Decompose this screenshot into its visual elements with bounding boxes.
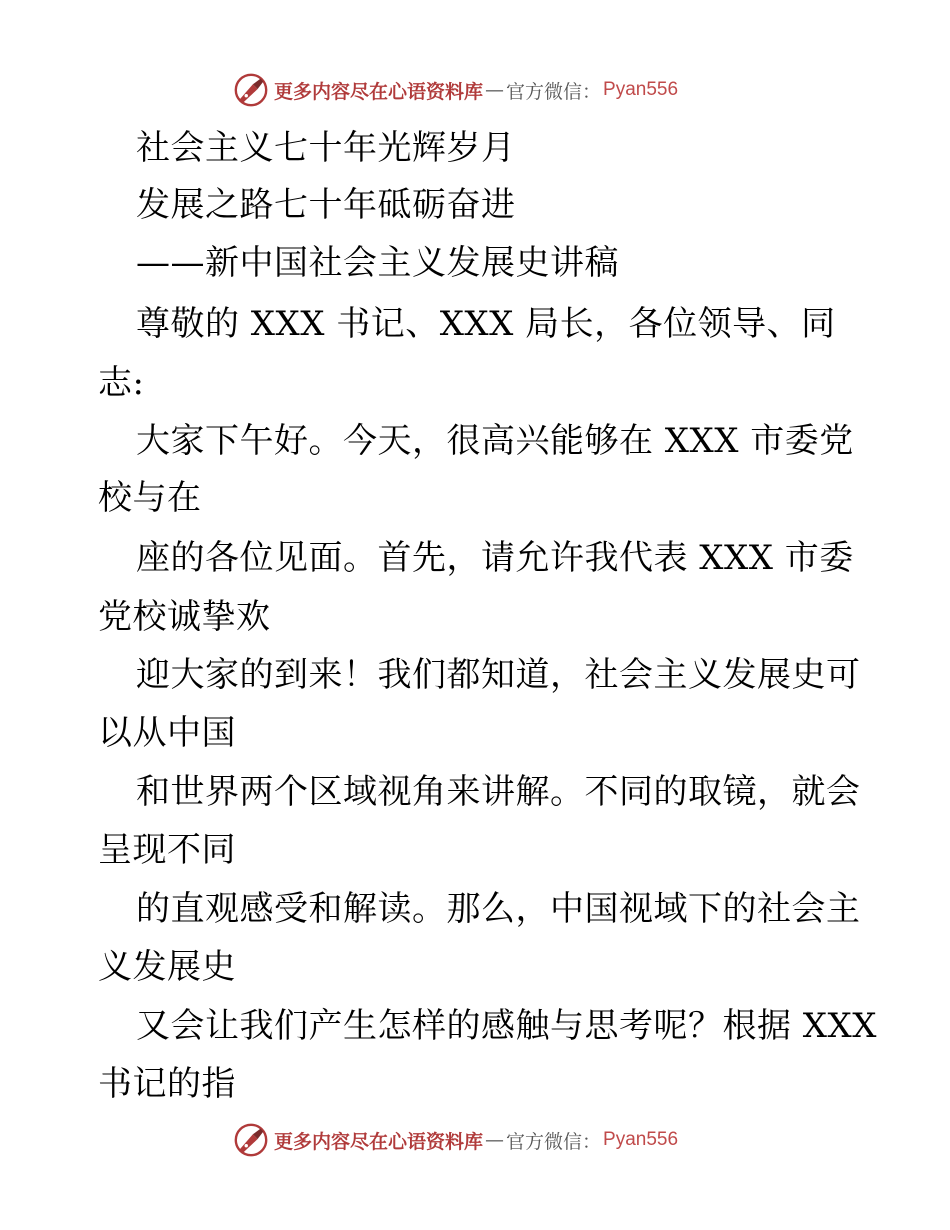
paragraph-line: 以从中国 <box>98 713 236 753</box>
header-watermark <box>232 70 678 110</box>
subtitle-line: ——新中国社会主义发展史讲稿 <box>136 243 619 283</box>
watermark-site-text: 更多内容尽在心语资料库 <box>274 80 484 103</box>
paragraph-line: 迎大家的到来！我们都知道，社会主义发展史可 <box>136 655 861 695</box>
watermark-wechat-id: Pyan556 <box>603 79 679 100</box>
paragraph-line: 的直观感受和解读。那么，中国视域下的社会主 <box>136 889 861 929</box>
watermark-wechat-label: 官方微信： <box>506 80 602 103</box>
watermark-wechat-label: 官方微信： <box>506 1130 602 1153</box>
title-line-2: 发展之路七十年砥砺奋进 <box>136 185 516 225</box>
paragraph-line: 尊敬的 XXX 书记、XXX 局长，各位领导、同 <box>136 304 836 344</box>
paragraph-line: 志: <box>98 363 145 403</box>
paragraph-line: 呈现不同 <box>98 830 236 870</box>
paragraph-line: 又会让我们产生怎样的感触与思考呢？根据 XXX <box>136 1006 877 1046</box>
watermark-separator: — <box>485 1129 505 1151</box>
paragraph-line: 校与在 <box>98 478 202 518</box>
pen-logo-icon <box>232 1121 270 1159</box>
paragraph-line: 座的各位见面。首先，请允许我代表 XXX 市委 <box>136 538 854 578</box>
pen-logo-icon <box>232 71 270 109</box>
footer-watermark <box>232 1120 678 1160</box>
paragraph-line: 义发展史 <box>98 947 236 987</box>
paragraph-line: 书记的指 <box>98 1064 236 1104</box>
paragraph-line: 和世界两个区域视角来讲解。不同的取镜，就会 <box>136 772 861 812</box>
title-line-1: 社会主义七十年光辉岁月 <box>136 128 516 168</box>
watermark-site-text: 更多内容尽在心语资料库 <box>274 1130 484 1153</box>
watermark-wechat-id: Pyan556 <box>603 1129 679 1150</box>
paragraph-line: 党校诚挚欢 <box>98 597 271 637</box>
paragraph-line: 大家下午好。今天，很高兴能够在 XXX 市委党 <box>136 421 854 461</box>
watermark-separator: — <box>485 79 505 101</box>
